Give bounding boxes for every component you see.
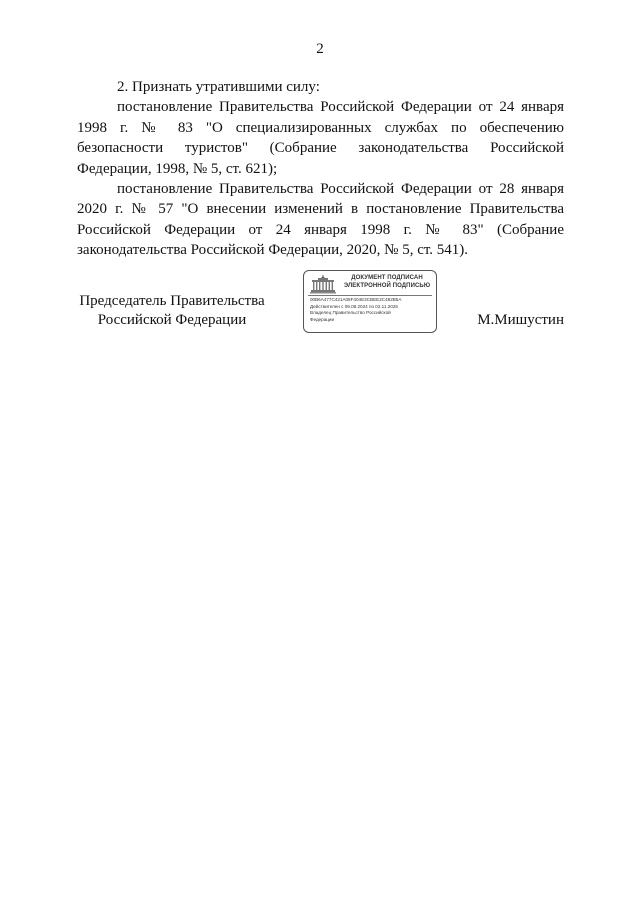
stamp-heading-line-2: ЭЛЕКТРОННОЙ ПОДПИСЬЮ [343, 282, 431, 289]
paragraph-repealed-resolution-1998: постановление Правительства Российской Федерации от 24 января 1998 г. № 83 "О специализированных службах по обеспечению безопасности туристов" (Собрание законодательства Российской Федерации, 1998, № 5, ст. 621); [77, 99, 564, 177]
signer-title [77, 292, 267, 330]
paragraph-item-2-heading: 2. Признать утратившими силу: [117, 79, 320, 95]
signer-title-line-2: Российской Федерации [97, 312, 247, 328]
signer-title-line-1: Председатель Правительства [79, 293, 265, 309]
stamp-validity: Действителен с 09.08.2024 по 02.11.2025 [310, 303, 398, 309]
page-number: 2 [316, 41, 324, 57]
signature-block [0, 270, 640, 340]
stamp-heading-line-1: ДОКУМЕНТ ПОДПИСАН [351, 275, 423, 281]
stamp-details [310, 297, 434, 323]
electronic-signature-stamp [303, 270, 437, 333]
paragraph-repealed-resolution-2020: постановление Правительства Российской Федерации от 28 января 2020 г. № 57 "О внесении изменений в постановление Правительства Российской Федерации от 24 января 1998 г. № 83" (Собрание законодательства Российской Федерации, 2020, № 5, ст. 541). [77, 181, 564, 259]
stamp-divider [308, 295, 432, 296]
document-body [77, 77, 564, 261]
stamp-certificate-number: 00B6A477C421A08F404E3CBEE2C482B5A [310, 297, 402, 302]
stamp-heading [340, 275, 434, 290]
stamp-owner-line-1: Владелец Правительство Российской [310, 310, 391, 316]
government-building-icon [310, 275, 336, 295]
signer-name: М.Мишустин [477, 312, 564, 328]
stamp-owner-line-2: Федерации [310, 316, 335, 322]
